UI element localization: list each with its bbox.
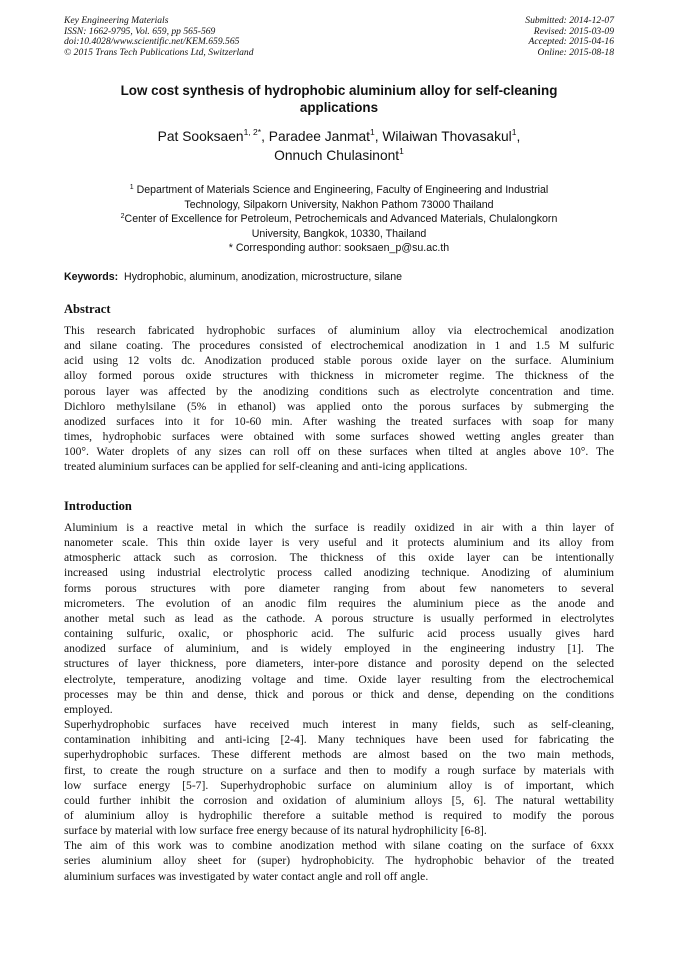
author-name: Pat Sooksaen bbox=[157, 129, 244, 144]
affiliation-line: Technology, Silpakorn University, Nakhon Pathom 73000 Thailand bbox=[184, 198, 494, 211]
journal-name: Key Engineering Materials bbox=[64, 15, 169, 26]
title-line: Low cost synthesis of hydrophobic aluminium alloy for self-cleaning bbox=[120, 83, 558, 98]
affiliations bbox=[64, 183, 614, 256]
paper-title bbox=[64, 82, 614, 116]
keywords bbox=[64, 270, 614, 284]
paragraph bbox=[64, 717, 614, 838]
text-line: surface by material with low surface free energy because of its natural hydrophilicity [6-8]. bbox=[64, 824, 487, 838]
text-line: first, to create the rough structure on a surface and then to modify a rough surface by materials with bbox=[64, 763, 614, 777]
title-line: applications bbox=[299, 100, 379, 115]
author-list bbox=[64, 127, 614, 165]
text-line: nanometer scale. This thin oxide layer is very useful and it protects aluminium and its alloy from bbox=[64, 536, 614, 550]
author-separator: , bbox=[516, 129, 521, 144]
affiliation-text: Department of Materials Science and Engineering, Faculty of Engineering and Industrial bbox=[133, 184, 549, 196]
keywords-label: Keywords: bbox=[64, 271, 119, 283]
text-line: forms porous structures with pore diameter ranging from about few nanometers to several bbox=[64, 581, 614, 595]
date-submitted: Submitted: 2014-12-07 bbox=[525, 15, 614, 26]
paragraph bbox=[64, 520, 614, 717]
author-name: Onnuch Chulasinont bbox=[274, 148, 400, 163]
text-line: Dichloro methylsilane (5% in ethanol) was applied onto the porous surfaces by submerging the bbox=[64, 399, 614, 413]
author-separator: , bbox=[374, 129, 383, 144]
text-line: another metal such as lead as the cathode. A porous structure is usually performed in electrolytes bbox=[64, 611, 614, 625]
text-line: low surface energy [5-7]. Superhydrophobic surface on aluminium alloy is of important, which bbox=[64, 778, 614, 792]
text-line: contamination inhibiting and anti-icing [2-4]. Many techniques have been used for fabricating the bbox=[64, 733, 614, 747]
text-line: treated aluminium surfaces can be applied for self-cleaning and anti-icing applications. bbox=[64, 460, 468, 474]
journal-issn: ISSN: 1662-9795, Vol. 659, pp 565-569 bbox=[64, 25, 216, 37]
text-line: superhydrophobic surfaces. These different methods are almost based on the two main methods, bbox=[64, 748, 614, 762]
author-name: Wilaiwan Thovasakul bbox=[382, 129, 512, 144]
author-affiliation-mark: 1 bbox=[511, 127, 517, 137]
author-name: Paradee Janmat bbox=[268, 129, 370, 144]
date-accepted: Accepted: 2015-04-16 bbox=[528, 36, 614, 48]
journal-doi: doi:10.4028/www.scientific.net/KEM.659.565 bbox=[64, 36, 240, 48]
abstract-heading: Abstract bbox=[64, 302, 111, 316]
journal-info bbox=[64, 16, 254, 58]
text-line: micrometers. The evolution of an anodic film requires the aluminium piece as the anode and bbox=[64, 596, 614, 610]
affiliation-mark: 2 bbox=[120, 213, 125, 221]
abstract-body bbox=[64, 323, 614, 475]
text-line: This research fabricated hydrophobic surfaces of aluminium alloy via electrochemical anodization bbox=[64, 324, 614, 337]
text-line: employed. bbox=[64, 702, 113, 716]
publication-dates bbox=[525, 16, 614, 58]
text-line: of aluminium alloy is hydrophilic therefore a suitable method is required to modify the porous bbox=[64, 808, 614, 822]
author-line bbox=[64, 127, 614, 146]
text-line: acid using 12 volts dc. Anodization produced stable porous oxide layer on the surface. Aluminium bbox=[64, 354, 614, 368]
introduction-heading: Introduction bbox=[64, 499, 132, 513]
keywords-text: Hydrophobic, aluminum, anodization, microstructure, silane bbox=[118, 271, 402, 283]
affiliation-line: University, Bangkok, 10330, Thailand bbox=[251, 227, 427, 240]
text-line: porous layer was affected by the anodizing conditions such as electrolyte concentration and time. bbox=[64, 384, 614, 398]
text-line: anodized surface of aluminium, and is widely employed in the engineering industry [1]. The bbox=[64, 642, 614, 656]
author-line bbox=[64, 146, 614, 165]
paragraph bbox=[64, 838, 614, 883]
author-separator: , bbox=[261, 129, 269, 144]
text-line: Aluminium is a reactive metal in which the surface is readily oxidized in air with a thin layer of bbox=[64, 521, 614, 534]
affiliation-line bbox=[64, 212, 614, 227]
affiliation-line bbox=[64, 183, 614, 198]
text-line: and silane coating. The procedures consisted of electrochemical anodization in 1 and 1.5 M sulfuric bbox=[64, 339, 614, 353]
text-line: increased using industrial electrolytic process called anodizing technique. Anodizing of aluminium bbox=[64, 566, 614, 580]
date-online: Online: 2015-08-18 bbox=[537, 46, 614, 58]
text-line: electrolyte, temperature, anodizing voltage and time. Oxide layer resulting from the electrochemical bbox=[64, 672, 614, 686]
text-line: The aim of this work was to combine anodization method with silane coating on the surface of 6xxx bbox=[64, 839, 614, 853]
affiliation-text: Center of Excellence for Petroleum, Petrochemicals and Advanced Materials, Chulalongkorn bbox=[124, 213, 558, 226]
journal-copyright: © 2015 Trans Tech Publications Ltd, Switzerland bbox=[64, 46, 254, 58]
author-affiliation-mark: 1 bbox=[370, 127, 375, 137]
corresponding-author: * Corresponding author: sooksaen_p@su.ac.th bbox=[228, 242, 450, 255]
text-line: series aluminium alloy sheet for (super) hydrophobicity. The hydrophobic behavior of the treated bbox=[64, 854, 614, 868]
text-line: aluminium surfaces was investigated by water contact angle and roll off angle. bbox=[64, 869, 429, 883]
text-line: 100°. Water droplets of any sizes can roll off on these surfaces when tilted at angles above 10°. The bbox=[64, 445, 614, 459]
affiliation-mark: 1 bbox=[129, 184, 134, 191]
text-line: containing sulfuric, oxalic, or phosphoric acid. The sulfuric acid process usually gives hard bbox=[64, 627, 614, 641]
text-line: Superhydrophobic surfaces have received much interest in many fields, such as self-cleaning, bbox=[64, 718, 614, 732]
text-line: processes may be thin and dense, thick and porous or thick and dense, depending on the conditions bbox=[64, 687, 614, 701]
author-affiliation-mark: 1, 2* bbox=[243, 127, 262, 137]
text-line: structures of layer thickness, pore diameters, inter-pore distance and porosity depend on the selected bbox=[64, 657, 614, 671]
introduction-body bbox=[64, 520, 614, 884]
text-line: anodized surfaces into it for 10-60 min. After washing the treated surfaces with soap for many bbox=[64, 414, 614, 428]
text-line: could further inhibit the corrosion and oxidation of aluminium alloys [5, 6]. The natural wettability bbox=[64, 793, 614, 807]
text-line: times, hydrophobic surfaces were obtained with some surfaces showed wetting angles greater than bbox=[64, 430, 614, 444]
text-line: atmospheric attack such as corrosion. The thickness of this oxide layer can be intentionally bbox=[64, 551, 614, 565]
author-affiliation-mark: 1 bbox=[399, 146, 404, 156]
date-revised: Revised: 2015-03-09 bbox=[533, 25, 614, 37]
text-line: alloy formed porous oxide structures with thickness in micrometer regime. The thickness of the bbox=[64, 369, 614, 383]
